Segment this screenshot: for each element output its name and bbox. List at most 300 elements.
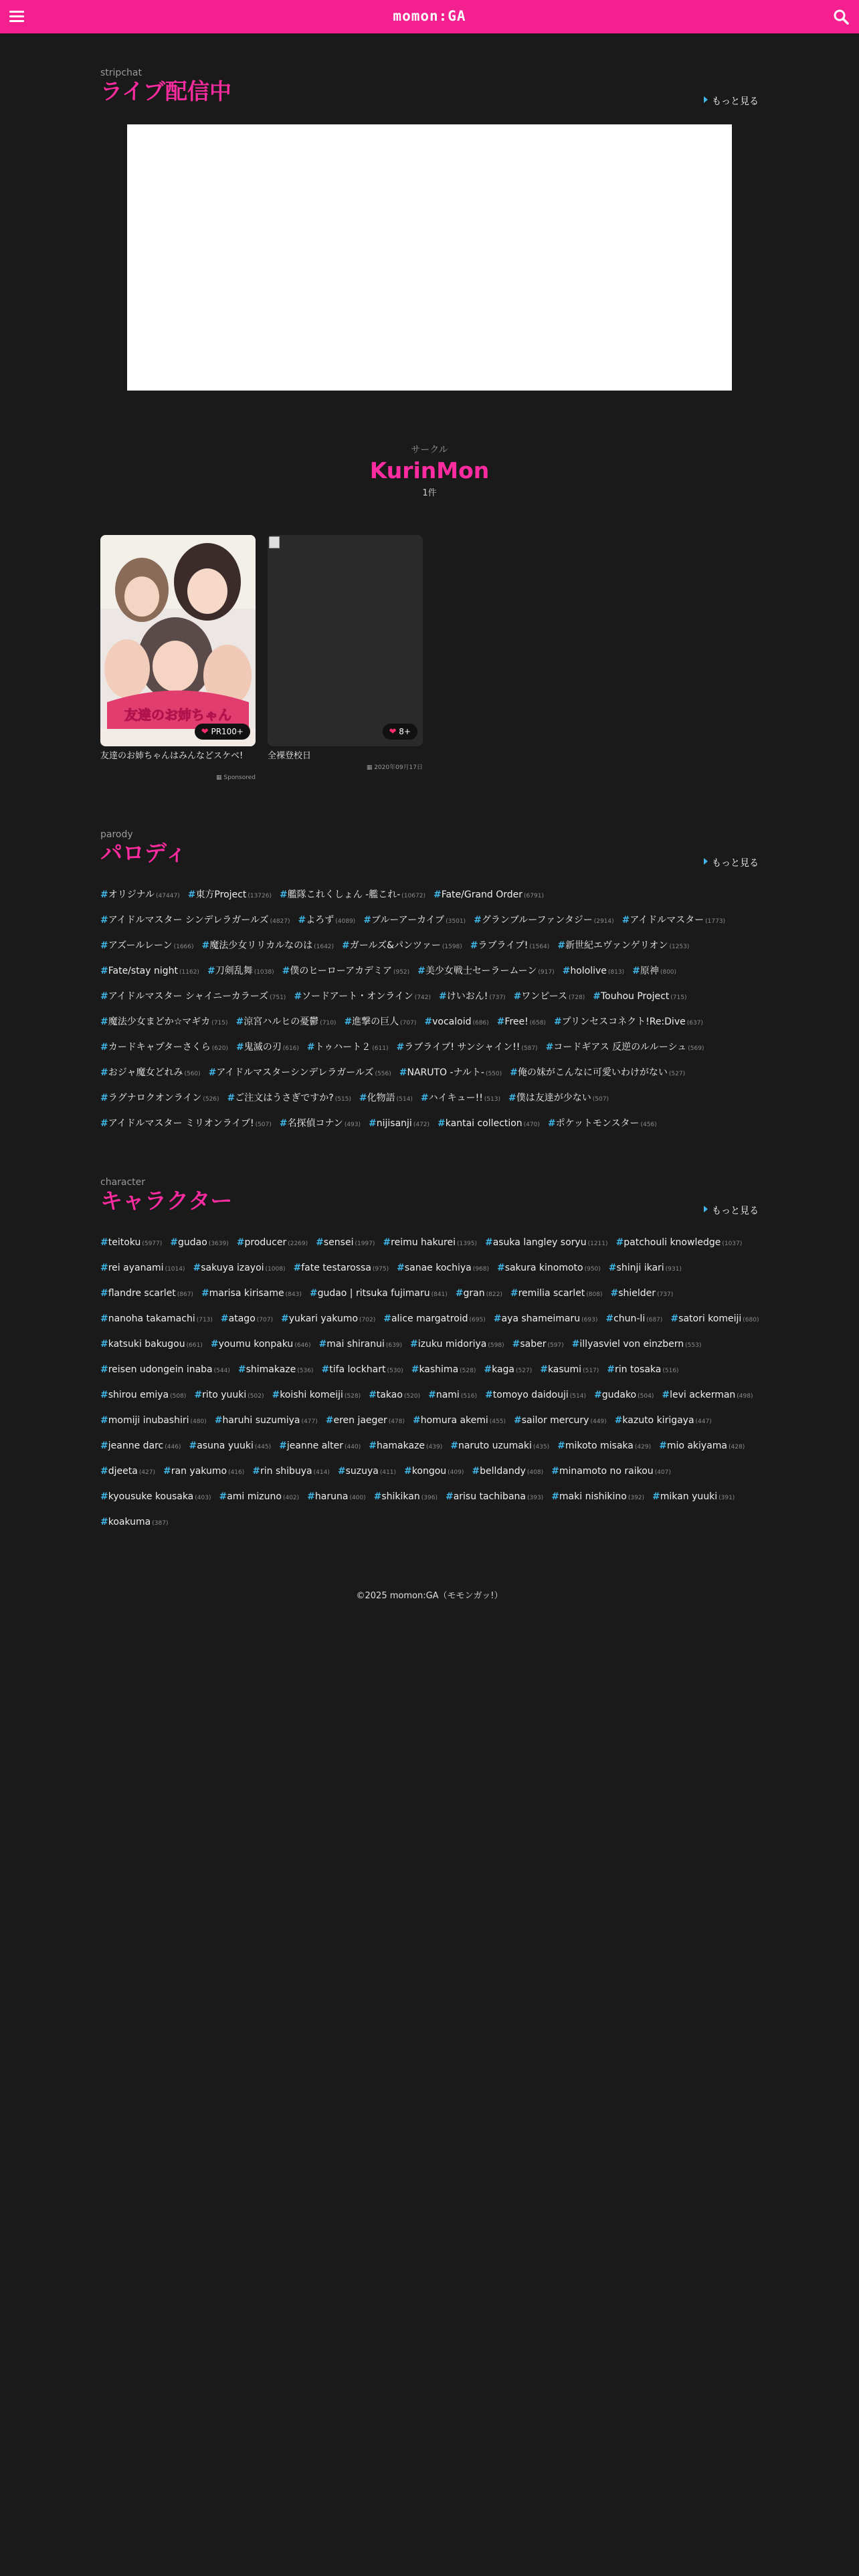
hash-icon: # — [187, 889, 196, 900]
tag-link[interactable] — [494, 1306, 598, 1331]
tag-name: izuku midoriya — [417, 1339, 487, 1350]
hash-icon: # — [280, 889, 288, 900]
hash-icon: # — [201, 1288, 209, 1299]
parody-more-link[interactable]: もっと見る — [704, 856, 759, 869]
tag-link[interactable] — [100, 984, 286, 1008]
hash-icon: # — [496, 1263, 505, 1273]
tag-name: 鬼滅の刃 — [244, 1042, 282, 1053]
tag-name: 名探偵コナン — [287, 1118, 343, 1129]
tag-count: (1395) — [457, 1241, 477, 1247]
tag-name: 美少女戦士セーラームーン — [425, 966, 537, 976]
tag-name: aya shameimaru — [501, 1313, 581, 1324]
tag-name: 魔法少女リリカルなのは — [209, 940, 313, 951]
search-icon[interactable] — [832, 8, 850, 25]
tag-count: (661) — [186, 1342, 203, 1349]
tag-count: (446) — [165, 1444, 181, 1451]
tag-link[interactable] — [557, 933, 689, 958]
tag-name: gudao — [178, 1237, 207, 1248]
hash-icon: # — [615, 1237, 624, 1248]
tag-link[interactable] — [344, 1009, 416, 1034]
tag-link[interactable] — [100, 1009, 228, 1034]
tag-count: (414) — [313, 1469, 330, 1476]
hash-icon: # — [553, 1016, 562, 1027]
tag-count: (843) — [285, 1291, 302, 1298]
tag-link[interactable] — [236, 1035, 299, 1059]
tag-link[interactable] — [421, 1085, 500, 1110]
tag-count: (391) — [719, 1495, 735, 1501]
tag-link[interactable] — [417, 958, 554, 983]
tag-link[interactable] — [512, 1331, 564, 1356]
tag-count: (715) — [211, 1020, 228, 1027]
tag-link[interactable] — [359, 1085, 413, 1110]
tag-name: アイドルマスター シンデレラガールズ — [108, 915, 269, 926]
tag-name: 僕は友達が少ない — [516, 1093, 591, 1103]
tag-link[interactable] — [593, 984, 686, 1008]
tag-name: トゥハート２ — [314, 1042, 371, 1053]
tag-count: (975) — [372, 1266, 389, 1273]
tag-link[interactable] — [293, 1255, 389, 1280]
tag-name: アイドルマスター シャイニーカラーズ — [108, 991, 269, 1002]
tag-name: youmu konpaku — [218, 1339, 294, 1350]
tag-link[interactable] — [170, 1230, 228, 1255]
tag-link[interactable] — [219, 1484, 299, 1509]
tag-link[interactable] — [369, 1111, 430, 1136]
tag-count: (968) — [472, 1266, 489, 1273]
tag-count: (751) — [270, 994, 286, 1001]
tag-link[interactable] — [554, 1009, 703, 1034]
tag-link[interactable] — [557, 1433, 651, 1458]
tag-link[interactable] — [280, 1111, 361, 1136]
tag-name: Fate/stay night — [108, 966, 179, 976]
hash-icon: # — [450, 1440, 458, 1451]
tag-link[interactable] — [369, 1433, 442, 1458]
hash-icon: # — [100, 1364, 108, 1375]
tag-count: (13726) — [248, 893, 272, 899]
tag-name: katsuki bakugou — [108, 1339, 185, 1350]
tag-row — [100, 881, 759, 907]
hash-icon: # — [510, 1067, 518, 1078]
tag-count: (620) — [211, 1045, 228, 1052]
tag-count: (1773) — [705, 918, 726, 925]
hash-icon: # — [100, 1390, 108, 1400]
hash-icon: # — [428, 1390, 436, 1400]
tag-link[interactable] — [326, 1408, 405, 1432]
tag-link[interactable] — [546, 1035, 704, 1059]
tag-link[interactable] — [413, 1408, 506, 1432]
tag-link[interactable] — [514, 1408, 607, 1432]
tag-count: (553) — [685, 1342, 702, 1349]
tag-name: naruto uzumaki — [458, 1440, 532, 1451]
tag-count: (392) — [628, 1495, 645, 1501]
tag-count: (516) — [662, 1368, 679, 1374]
tag-link[interactable] — [609, 1255, 682, 1280]
tag-link[interactable] — [279, 1433, 361, 1458]
tag-name: ラブライブ! サンシャイン!! — [404, 1042, 520, 1053]
hash-icon: # — [279, 1440, 287, 1451]
tag-link[interactable] — [383, 1306, 486, 1331]
tag-link[interactable] — [670, 1306, 759, 1331]
heart-icon: ❤ — [389, 727, 397, 737]
hash-icon: # — [652, 1491, 660, 1502]
tag-count: (400) — [349, 1495, 366, 1501]
hash-icon: # — [493, 1313, 502, 1324]
tag-link[interactable] — [456, 1281, 502, 1305]
tag-link[interactable] — [202, 933, 335, 958]
tag-name: Free! — [504, 1016, 529, 1027]
tag-link[interactable] — [201, 1281, 302, 1305]
hash-icon: # — [309, 1288, 318, 1299]
tag-link[interactable] — [369, 1382, 420, 1407]
tag-link[interactable] — [215, 1408, 318, 1432]
hash-icon: # — [433, 889, 442, 900]
tag-link[interactable] — [397, 1255, 489, 1280]
tag-name: takao — [376, 1390, 403, 1400]
tag-link[interactable] — [207, 958, 274, 983]
tag-count: (841) — [431, 1291, 448, 1298]
work-meta: ▦ Sponsored — [216, 774, 256, 781]
live-more-link[interactable]: もっと見る — [704, 94, 759, 108]
tag-link[interactable] — [611, 1281, 674, 1305]
tag-name: kongou — [411, 1466, 447, 1477]
tag-link[interactable] — [470, 933, 549, 958]
tag-link[interactable] — [100, 1484, 211, 1509]
work-thumbnail[interactable] — [100, 535, 256, 746]
tag-count: (507) — [592, 1096, 609, 1103]
tag-link[interactable] — [572, 1331, 702, 1356]
tag-link[interactable] — [238, 1357, 314, 1382]
tag-link[interactable] — [321, 1357, 403, 1382]
work-card[interactable] — [100, 535, 256, 781]
tag-name: NARUTO -ナルト- — [407, 1067, 484, 1078]
tag-link[interactable] — [211, 1331, 311, 1356]
tag-link[interactable] — [374, 1484, 438, 1509]
tag-link[interactable] — [485, 1382, 586, 1407]
tag-link[interactable] — [632, 958, 676, 983]
tag-count: (707) — [256, 1317, 273, 1323]
tag-link[interactable] — [298, 907, 356, 932]
hash-icon: # — [614, 1415, 623, 1426]
tag-link[interactable] — [540, 1357, 599, 1382]
tag-count: (1564) — [529, 944, 550, 950]
tag-row — [100, 1229, 759, 1255]
tag-link[interactable] — [363, 907, 466, 932]
tag-count: (1038) — [254, 969, 274, 976]
tag-name: グランブルーファンタジー — [481, 915, 593, 926]
tag-link[interactable] — [605, 1306, 662, 1331]
hash-icon: # — [410, 1339, 418, 1350]
hash-icon: # — [512, 1339, 520, 1350]
tag-name: sakura kinomoto — [504, 1263, 583, 1273]
tag-link[interactable] — [424, 1009, 488, 1034]
tag-link[interactable] — [399, 1060, 502, 1085]
tag-link[interactable] — [551, 1459, 671, 1483]
tag-count: (440) — [345, 1444, 361, 1451]
tag-name: shirou emiya — [108, 1390, 169, 1400]
tag-link[interactable] — [510, 1060, 685, 1085]
tag-count: (435) — [533, 1444, 550, 1451]
tag-link[interactable] — [100, 1111, 272, 1136]
tag-link[interactable] — [563, 958, 625, 983]
character-tag-list — [100, 1229, 759, 1534]
tag-name: ワンピース — [521, 991, 568, 1002]
tag-link[interactable] — [411, 1357, 476, 1382]
tag-name: オリジナル — [108, 889, 155, 900]
tag-count: (520) — [403, 1393, 421, 1400]
tag-row — [100, 1305, 759, 1331]
tag-link[interactable] — [100, 1085, 219, 1110]
tag-link[interactable] — [652, 1484, 735, 1509]
tag-count: (507) — [255, 1121, 272, 1128]
work-title[interactable]: 友達のお姉ちゃんはみんなどスケベ! — [100, 751, 244, 761]
tag-link[interactable] — [397, 1035, 538, 1059]
like-count: 8+ — [399, 727, 411, 736]
tag-link[interactable] — [100, 958, 199, 983]
tag-count: (527) — [516, 1368, 533, 1374]
tag-link[interactable] — [622, 907, 725, 932]
hash-icon: # — [513, 991, 522, 1002]
tag-name: minamoto no raikou — [559, 1466, 654, 1477]
tag-link[interactable] — [100, 1331, 203, 1356]
tag-link[interactable] — [497, 1255, 601, 1280]
tag-name: koishi komeiji — [280, 1390, 343, 1400]
tag-name: haruna — [314, 1491, 349, 1502]
tag-name: 東方Project — [195, 889, 247, 900]
tag-link[interactable] — [615, 1408, 712, 1432]
hash-icon: # — [484, 1237, 493, 1248]
tag-link[interactable] — [410, 1331, 504, 1356]
tag-link[interactable] — [474, 907, 614, 932]
tag-name: jeanne alter — [286, 1440, 344, 1451]
circle-count: 1件 — [422, 488, 437, 498]
tag-name: shielder — [618, 1288, 656, 1299]
tag-count: (917) — [538, 969, 555, 976]
tag-name: asuka langley soryu — [492, 1237, 587, 1248]
tag-link[interactable] — [100, 907, 290, 932]
parody-section-header — [100, 829, 759, 869]
hash-icon: # — [214, 1415, 223, 1426]
tag-link[interactable] — [100, 1382, 186, 1407]
tag-name: atago — [228, 1313, 256, 1324]
tag-link[interactable] — [434, 882, 544, 907]
tag-row — [100, 1331, 759, 1356]
tag-count: (428) — [729, 1444, 745, 1451]
hash-icon: # — [100, 1118, 108, 1129]
tag-count: (598) — [488, 1342, 504, 1349]
tag-link[interactable] — [281, 1306, 375, 1331]
work-title[interactable]: 全裸登校日 — [268, 751, 312, 761]
tag-count: (402) — [282, 1495, 300, 1501]
hash-icon: # — [369, 1440, 377, 1451]
tag-link[interactable] — [100, 1281, 193, 1305]
tag-name: satori komeiji — [678, 1313, 742, 1324]
tag-link[interactable] — [100, 1408, 207, 1432]
site-logo[interactable]: momon:GA — [393, 8, 466, 24]
tag-link[interactable] — [194, 1382, 264, 1407]
tag-name: mai shiranui — [326, 1339, 385, 1350]
tag-count: (3639) — [208, 1241, 229, 1247]
hash-icon: # — [508, 1093, 516, 1103]
tag-link[interactable] — [594, 1382, 654, 1407]
live-stream-embed[interactable] — [127, 124, 732, 391]
tag-link[interactable] — [100, 1306, 213, 1331]
tag-link[interactable] — [439, 984, 506, 1008]
tag-count: (6791) — [524, 893, 544, 899]
tag-link[interactable] — [548, 1111, 657, 1136]
like-badge — [195, 724, 250, 740]
tag-link[interactable] — [316, 1230, 375, 1255]
heart-icon: ❤ — [201, 727, 209, 737]
tag-count: (952) — [393, 969, 410, 976]
tag-count: (1014) — [165, 1266, 185, 1273]
tag-link[interactable] — [221, 1306, 273, 1331]
tag-link[interactable] — [659, 1433, 745, 1458]
tag-link[interactable] — [294, 984, 431, 1008]
tag-link[interactable] — [100, 882, 180, 907]
tag-link[interactable] — [514, 984, 585, 1008]
tag-link[interactable] — [472, 1459, 543, 1483]
tag-link[interactable] — [100, 1035, 228, 1059]
tag-link[interactable] — [607, 1357, 678, 1382]
tag-count: (477) — [301, 1418, 318, 1425]
tag-link[interactable] — [163, 1459, 244, 1483]
tag-link[interactable] — [310, 1281, 448, 1305]
tag-count: (3501) — [446, 918, 466, 925]
tag-link[interactable] — [307, 1484, 365, 1509]
tag-link[interactable] — [236, 1009, 337, 1034]
tag-name: reisen udongein inaba — [108, 1364, 213, 1375]
tag-link[interactable] — [662, 1382, 753, 1407]
tag-count: (526) — [203, 1096, 219, 1103]
tag-name: yukari yakumo — [288, 1313, 359, 1324]
tag-link[interactable] — [342, 933, 462, 958]
tag-count: (427) — [138, 1469, 156, 1476]
tag-link[interactable] — [446, 1484, 543, 1509]
hash-icon: # — [571, 1339, 580, 1350]
tag-link[interactable] — [282, 958, 410, 983]
tag-name: fate testarossa — [301, 1263, 371, 1273]
tag-name: rin tosaka — [615, 1364, 662, 1375]
hash-icon: # — [438, 1118, 446, 1129]
tag-count: (4827) — [270, 918, 290, 925]
tag-name: suzuya — [345, 1466, 379, 1477]
tag-link[interactable] — [510, 1281, 603, 1305]
tag-name: よろず — [306, 915, 335, 926]
tag-link[interactable] — [616, 1230, 743, 1255]
hash-icon: # — [293, 1263, 302, 1273]
hash-icon: # — [397, 1263, 405, 1273]
tag-link[interactable] — [307, 1035, 389, 1059]
tag-link[interactable] — [338, 1459, 396, 1483]
hash-icon: # — [170, 1237, 179, 1248]
tag-link[interactable] — [209, 1060, 391, 1085]
cover-illustration — [100, 535, 256, 746]
tag-count: (808) — [586, 1291, 603, 1298]
tag-link[interactable] — [188, 882, 272, 907]
hash-icon: # — [236, 1237, 245, 1248]
tag-link[interactable] — [227, 1085, 351, 1110]
tag-row — [100, 1059, 759, 1085]
tag-link[interactable] — [485, 1230, 608, 1255]
tag-row — [100, 932, 759, 958]
tag-link[interactable] — [508, 1085, 609, 1110]
work-card[interactable] — [268, 535, 423, 771]
hash-icon: # — [439, 991, 447, 1002]
tag-count: (1037) — [722, 1241, 743, 1247]
tag-row — [100, 1255, 759, 1280]
tag-link[interactable] — [497, 1009, 546, 1034]
tag-link[interactable] — [100, 1230, 162, 1255]
character-more-link[interactable]: もっと見る — [704, 1204, 759, 1217]
circle-label: サークル — [411, 445, 448, 455]
tag-link[interactable] — [193, 1255, 286, 1280]
tag-link[interactable] — [272, 1382, 361, 1407]
hash-icon: # — [100, 1237, 108, 1248]
tag-name: kasumi — [547, 1364, 582, 1375]
live-title: ライブ配信中 — [100, 78, 232, 104]
hash-icon: # — [670, 1313, 679, 1324]
hash-icon: # — [557, 940, 565, 951]
tag-link[interactable] — [383, 1230, 477, 1255]
hash-icon: # — [316, 1237, 324, 1248]
tag-link[interactable] — [319, 1331, 403, 1356]
hash-icon: # — [282, 966, 290, 976]
tag-link[interactable] — [100, 1255, 185, 1280]
tag-count: (550) — [485, 1071, 502, 1077]
tag-name: djeeta — [108, 1466, 138, 1477]
tag-name: rin shibuya — [260, 1466, 312, 1477]
tag-count: (544) — [213, 1368, 230, 1374]
hash-icon: # — [100, 1093, 108, 1103]
tag-link[interactable] — [428, 1382, 477, 1407]
tag-link[interactable] — [100, 1433, 181, 1458]
tag-row — [100, 1008, 759, 1034]
tag-name: chun-li — [613, 1313, 646, 1324]
tag-count: (867) — [177, 1291, 193, 1298]
character-title: キャラクター — [100, 1188, 233, 1214]
tag-name: mikan yuuki — [660, 1491, 718, 1502]
hash-icon: # — [220, 1313, 229, 1324]
tag-name: Fate/Grand Order — [441, 889, 523, 900]
tag-link[interactable] — [252, 1459, 330, 1483]
hash-icon: # — [608, 1263, 617, 1273]
tag-link[interactable] — [484, 1357, 532, 1382]
hash-icon: # — [369, 1390, 377, 1400]
tag-count: (569) — [688, 1045, 704, 1052]
tag-link[interactable] — [100, 1459, 155, 1483]
hash-icon: # — [194, 1390, 203, 1400]
tag-link[interactable] — [100, 1509, 168, 1534]
hash-icon: # — [547, 1118, 556, 1129]
tag-link[interactable] — [280, 882, 425, 907]
tag-link[interactable] — [237, 1230, 308, 1255]
tag-link[interactable] — [100, 933, 194, 958]
tag-link[interactable] — [450, 1433, 549, 1458]
tag-link[interactable] — [100, 1060, 201, 1085]
hash-icon: # — [540, 1364, 548, 1375]
tag-link[interactable] — [551, 1484, 644, 1509]
tag-link[interactable] — [189, 1433, 271, 1458]
tag-link[interactable] — [438, 1111, 540, 1136]
tag-name: tifa lockhart — [329, 1364, 386, 1375]
tag-count: (4089) — [335, 918, 356, 925]
tag-count: (637) — [686, 1020, 703, 1027]
tag-name: gudako — [601, 1390, 637, 1400]
tag-link[interactable] — [100, 1357, 230, 1382]
tag-count: (528) — [344, 1393, 361, 1400]
work-thumbnail[interactable] — [268, 535, 423, 746]
tag-link[interactable] — [404, 1459, 464, 1483]
tag-count: (508) — [170, 1393, 187, 1400]
